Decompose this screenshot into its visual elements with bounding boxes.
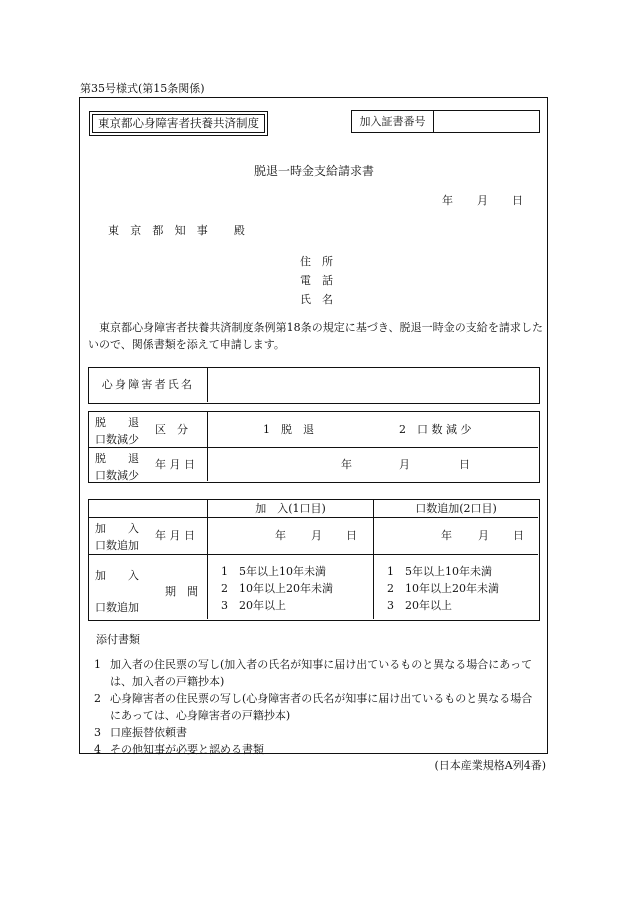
- date-month[interactable]: 月: [477, 194, 488, 207]
- first-unit-period-option[interactable]: 1 5年以上10年未満: [221, 565, 326, 578]
- attachment-item: 4 その他知事が必要と認める書類: [94, 743, 264, 756]
- first-unit-month[interactable]: 月: [311, 529, 322, 542]
- option-withdrawal[interactable]: 1 脱 退: [263, 423, 314, 436]
- enrollment-date-sublabel: 年 月 日: [155, 529, 195, 542]
- second-unit-period-option[interactable]: 1 5年以上10年未満: [387, 565, 492, 578]
- system-name-box: [89, 111, 268, 136]
- withdrawal-date-year[interactable]: 年: [341, 458, 352, 471]
- attachment-item: 3 口座振替依頼書: [94, 726, 187, 739]
- withdrawal-type-label-top: 脱 退: [95, 416, 139, 429]
- attachments-heading: 添付書類: [96, 633, 140, 646]
- addressee: 東 京 都 知 事 殿: [108, 224, 249, 237]
- disabled-person-name-table: [88, 367, 540, 404]
- first-unit-day[interactable]: 日: [346, 529, 357, 542]
- withdrawal-date-day[interactable]: 日: [459, 458, 470, 471]
- enrollment-date-label-bottom: 口数追加: [95, 539, 139, 552]
- second-unit-period-option[interactable]: 2 10年以上20年未満: [387, 582, 499, 595]
- enrollment-period-label-bottom: 口数追加: [95, 601, 139, 614]
- member-cert-box: [351, 110, 540, 133]
- applicant-name-label: 氏 名: [300, 293, 333, 306]
- applicant-address-label: 住 所: [300, 255, 333, 268]
- enrollment-col-first-header: 加 入(1口目): [255, 502, 326, 515]
- attachment-item: 1 加入者の住民票の写し(加入者の氏名が知事に届け出ているものと異なる場合にあっては、加入者の戸籍抄本): [94, 658, 533, 688]
- withdrawal-date-label-bottom: 口数減少: [95, 469, 139, 482]
- document-title: 脱退一時金支給請求書: [254, 164, 375, 178]
- intro-text: 東京都心身障害者扶養共済制度条例第18条の規定に基づき、脱退一時金の支給を請求したいので、関係書類を添えて申請します。: [88, 321, 543, 351]
- first-unit-period-option[interactable]: 3 20年以上: [221, 599, 286, 612]
- paper-size-note: (日本産業規格A列4番): [434, 759, 546, 772]
- system-name: 東京都心身障害者扶養共済制度: [92, 114, 265, 133]
- second-unit-period-option[interactable]: 3 20年以上: [387, 599, 452, 612]
- member-cert-label: 加入証書番号: [359, 115, 426, 128]
- first-unit-period-option[interactable]: 2 10年以上20年未満: [221, 582, 333, 595]
- withdrawal-date-month[interactable]: 月: [399, 458, 410, 471]
- attachments-list: [86, 656, 542, 758]
- enrollment-period-sublabel: 期 間: [165, 585, 198, 598]
- disabled-person-name-field[interactable]: [208, 368, 539, 402]
- applicant-phone-label: 電 話: [300, 274, 333, 287]
- enrollment-col-additional-header: 口数追加(2口目): [415, 502, 497, 515]
- withdrawal-type-label-bottom: 口数減少: [95, 433, 139, 446]
- enrollment-date-label-top: 加 入: [95, 522, 139, 535]
- member-cert-field[interactable]: [434, 111, 539, 132]
- withdrawal-date-sublabel: 年 月 日: [155, 458, 195, 471]
- withdrawal-date-label-top: 脱 退: [95, 452, 139, 465]
- second-unit-day[interactable]: 日: [513, 529, 524, 542]
- enrollment-table: [88, 499, 540, 621]
- first-unit-year[interactable]: 年: [275, 529, 286, 542]
- disabled-person-name-label: 心身障害者氏名: [101, 378, 195, 391]
- first-unit-periods: [221, 563, 333, 614]
- second-unit-periods: [387, 563, 499, 614]
- withdrawal-type-sublabel: 区 分: [155, 423, 188, 436]
- second-unit-year[interactable]: 年: [441, 529, 452, 542]
- enrollment-period-label-top: 加 入: [95, 569, 139, 582]
- option-unit-reduction[interactable]: 2 口 数 減 少: [399, 423, 472, 436]
- date-day[interactable]: 日: [512, 194, 523, 207]
- attachment-item: 2 心身障害者の住民票の写し(心身障害者の氏名が知事に届け出ているものと異なる場合にあっては、心身障害者の戸籍抄本): [94, 692, 533, 722]
- second-unit-month[interactable]: 月: [478, 529, 489, 542]
- form-number: 第35号様式(第15条関係): [80, 82, 205, 95]
- date-year[interactable]: 年: [442, 194, 453, 207]
- withdrawal-table: [88, 411, 540, 483]
